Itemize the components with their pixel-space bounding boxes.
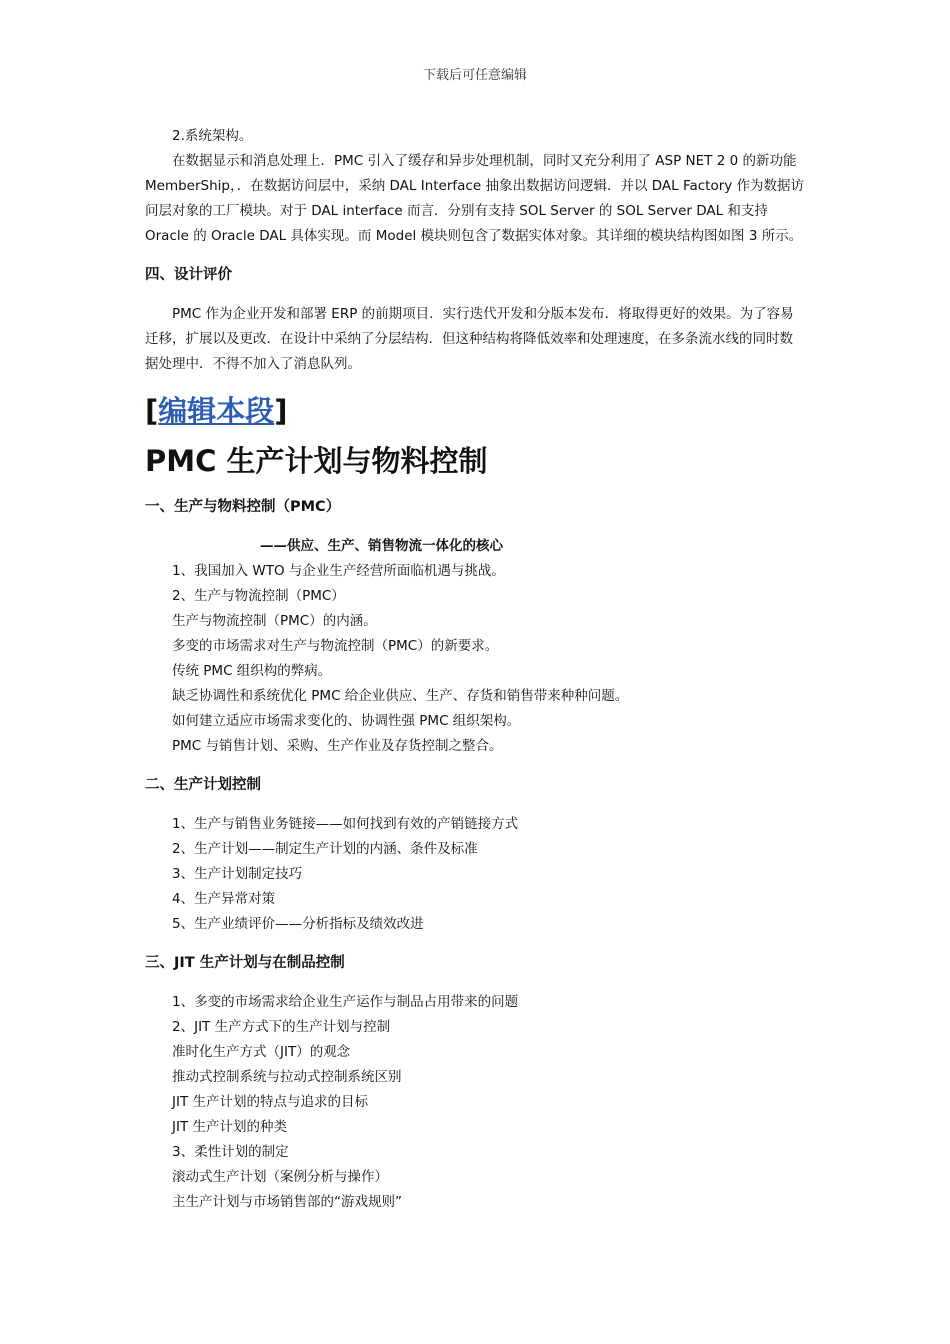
section2-list (145, 812, 805, 937)
list-item: 2、生产计划——制定生产计划的内涵、条件及标准 (172, 841, 478, 857)
document-body (145, 124, 805, 1215)
list-item: JIT 生产计划的特点与追求的目标 (172, 1094, 369, 1110)
list-item: 多变的市场需求对生产与物流控制（PMC）的新要求。 (172, 638, 499, 654)
list-item: 传统 PMC 组织构的弊病。 (172, 663, 332, 679)
list-item: 推动式控制系统与拉动式控制系统区别 (172, 1069, 402, 1085)
architecture-title: 2.系统架构。 (172, 128, 253, 144)
list-item: 缺乏协调性和系统优化 PMC 给企业供应、生产、存货和销售带来种种问题。 (172, 688, 629, 704)
list-item: PMC 与销售计划、采购、生产作业及存货控制之整合。 (172, 738, 503, 754)
list-item: 3、柔性计划的制定 (172, 1144, 289, 1160)
edit-bracket-open: [ (145, 394, 159, 428)
list-item: 5、生产业绩评价——分析指标及绩效改进 (172, 916, 424, 932)
list-item: 如何建立适应市场需求变化的、协调性强 PMC 组织架构。 (172, 713, 521, 729)
list-item: 3、生产计划制定技巧 (172, 866, 303, 882)
list-item: JIT 生产计划的种类 (172, 1119, 288, 1135)
page-header: 下载后可任意编辑 (422, 68, 527, 83)
list-item: 主生产计划与市场销售部的“游戏规则” (172, 1194, 402, 1210)
evaluation-paragraph: PMC 作为企业开发和部署 ERP 的前期项目．实行迭代开发和分版本发布．将取得更好的效果。为了容易迁移，扩展以及更改．在设计中采纳了分层结构．但这种结构将降低效率和处理速度，在多条流水线的同时数据处理中．不得不加入了消息队列。 (145, 306, 794, 372)
list-item: 1、我国加入 WTO 与企业生产经营所面临机遇与挑战。 (172, 563, 505, 579)
edit-section-link[interactable]: 编辑本段 (158, 394, 275, 428)
section3-heading: 三、JIT 生产计划与在制品控制 (145, 955, 345, 971)
list-item: 滚动式生产计划（案例分析与操作） (172, 1169, 388, 1185)
main-title: PMC 生产计划与物料控制 (145, 444, 488, 478)
section2-heading: 二、生产计划控制 (145, 777, 261, 793)
section1-subtitle: ——供应、生产、销售物流一体化的核心 (260, 538, 503, 554)
list-item: 4、生产异常对策 (172, 891, 276, 907)
list-item: 2、JIT 生产方式下的生产计划与控制 (172, 1019, 391, 1035)
list-item: 准时化生产方式（JIT）的观念 (172, 1044, 351, 1060)
architecture-paragraph: 在数据显示和消息处理上．PMC 引入了缓存和异步处理机制，同时又充分利用了 ASP NET 2 0 的新功能 MemberShip，．在数据访问层中，采纳 DAL Interface 抽象出数据访问逻辑．并以 DAL Factory 作为数据访问层对象的工厂模块。对于 DAL interface 而言．分别有支持 SOL Server 的 SOL Server DAL 和支持 Oracle 的 Oracle DAL 具体实现。而 Model 模块则包含了数据实体对象。其详细的模块结构图如图 3 所示。 (145, 153, 805, 244)
section3-list (145, 990, 805, 1215)
section1-list (145, 559, 805, 759)
list-item: 1、生产与销售业务链接——如何找到有效的产销链接方式 (172, 816, 519, 832)
edit-bracket-close: ] (274, 394, 288, 428)
list-item: 1、多变的市场需求给企业生产运作与制品占用带来的问题 (172, 994, 519, 1010)
list-item: 2、生产与物流控制（PMC） (172, 588, 345, 604)
evaluation-heading: 四、设计评价 (145, 267, 232, 283)
section1-heading: 一、生产与物料控制（PMC） (145, 499, 341, 515)
edit-section-link-wrapper (145, 391, 805, 431)
list-item: 生产与物流控制（PMC）的内涵。 (172, 613, 377, 629)
